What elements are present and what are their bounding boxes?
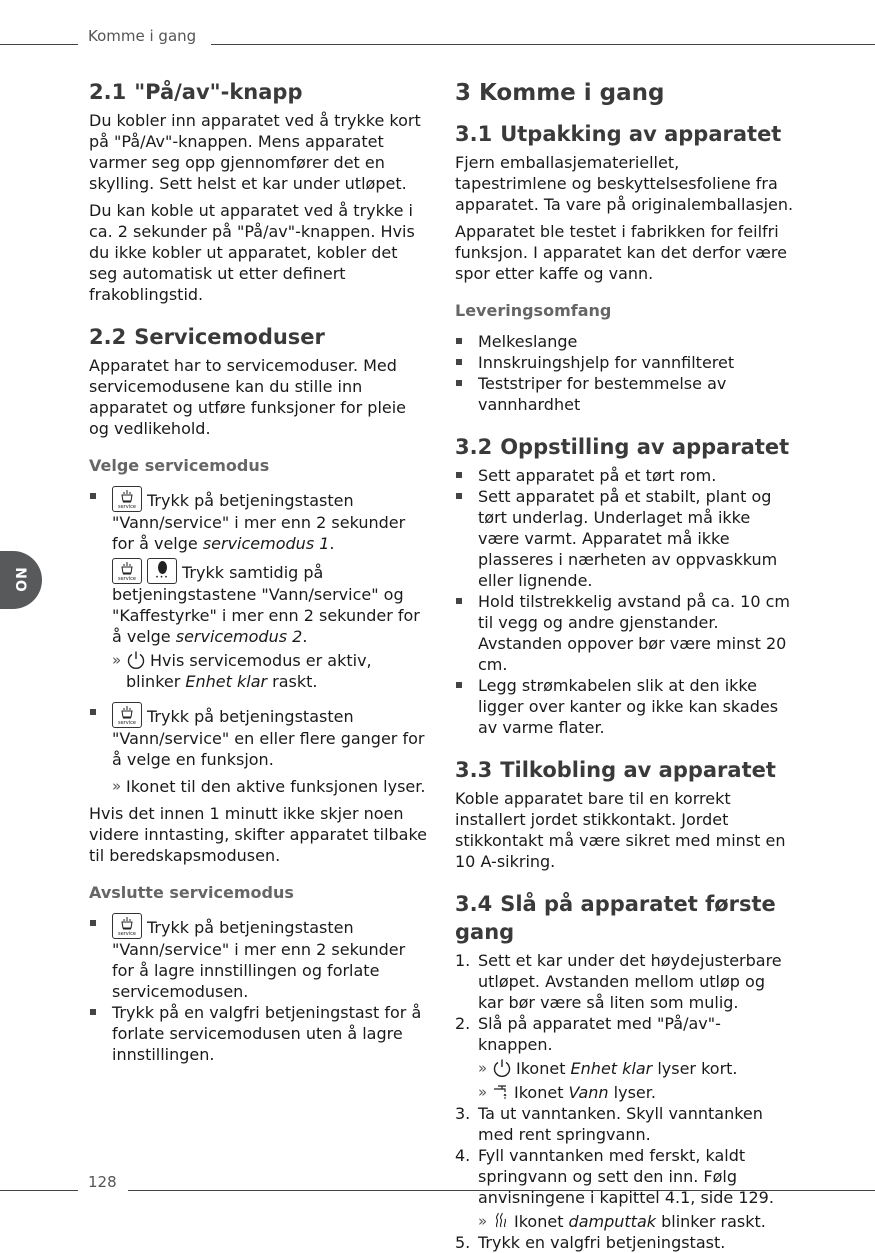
result-chevron: » — [112, 777, 122, 795]
step-item — [455, 1103, 795, 1145]
steam-icon — [492, 1212, 510, 1230]
step-text: Fyll vanntanken med ferskt, kaldt springvann og sett den inn. Følg anvisningene i kapittel 4.1, side 129. — [478, 1146, 774, 1207]
setup-list — [455, 465, 795, 738]
delivery-list — [455, 331, 795, 415]
paragraph: Du kan koble ut apparatet ved å trykke i ca. 2 sekunder på "På/av"-knappen. Hvis du ikke kobler ut apparatet, kobler det seg automatisk ut etter definert frakoblingstid. — [89, 201, 415, 304]
list-item — [89, 486, 429, 692]
emphasis: Enhet klar — [570, 1059, 653, 1078]
result-line — [112, 650, 429, 692]
section-number: 2.1 — [89, 80, 127, 104]
bullet-text: Trykk samtidig på betjeningstastene "Vann/service" og "Kaffestyrke" i mer enn 2 sekunder for å velge — [112, 563, 420, 646]
list-item: Innskruingshjelp for vannfilteret — [455, 352, 795, 373]
step-number: 4. — [455, 1146, 471, 1165]
step-text: Ta ut vanntanken. Skyll vanntanken med rent springvann. — [478, 1104, 763, 1144]
water-service-key-icon — [112, 558, 142, 584]
paragraph: Apparatet ble testet i fabrikken for feilfri funksjon. I apparatet kan det derfor være spor etter kaffe og vann. — [455, 222, 787, 283]
section-title: Slå på apparatet første gang — [455, 892, 776, 944]
list-item: Sett apparatet på et stabilt, plant og tørt underlag. Underlaget må ikke være varmt. Apparatet må ikke plasseres i nærheten av oppvaskkum eller lignende. — [455, 486, 795, 591]
section-title: Servicemoduser — [134, 325, 325, 349]
bullet-list — [89, 486, 429, 797]
paragraph: Hvis det innen 1 minutt ikke skjer noen videre inntasting, skifter apparatet tilbake til beredskapsmodusen. — [89, 804, 428, 865]
result-text: Hvis servicemodus er aktiv, blinker — [126, 651, 372, 691]
list-item: Melkeslange — [455, 331, 795, 352]
section-number: 2.2 — [89, 325, 127, 349]
step-item — [455, 950, 795, 1013]
section-2-2-heading — [89, 323, 429, 351]
section-number: 3.3 — [455, 758, 493, 782]
result-chevron: » — [478, 1083, 488, 1101]
section-3-4-heading — [455, 890, 795, 946]
result-chevron: » — [478, 1059, 488, 1077]
result-text: Ikonet — [516, 1059, 571, 1078]
header-title: Komme i gang — [88, 27, 197, 45]
key-label: service — [118, 576, 136, 582]
subheading-select-service-mode: Velge servicemodus — [89, 456, 270, 475]
power-icon — [492, 1058, 512, 1078]
strength-dots: ••• — [155, 574, 169, 581]
emphasis: servicemodus 1 — [202, 534, 330, 553]
section-title: Utpakking av apparatet — [500, 122, 782, 146]
paragraph: Koble apparatet bare til en korrekt installert jordet stikkontakt. Jordet stikkontakt må være sikret med minst en 10 A-sikring. — [455, 789, 786, 871]
step-item — [455, 1232, 795, 1253]
bullet-text: Trykk på betjeningstasten "Vann/service" en eller flere ganger for å velge en funksjon. — [112, 707, 425, 769]
combo-instruction — [112, 558, 429, 647]
emphasis: servicemodus 2 — [175, 627, 303, 646]
list-item: Legg strømkabelen slik at den ikke ligger over kanter og ikke kan skades av varme flater. — [455, 675, 795, 738]
result-line — [478, 1058, 795, 1079]
page-number: 128 — [88, 1173, 117, 1191]
result-text-end: blinker raskt. — [656, 1212, 766, 1231]
section-title: Komme i gang — [479, 80, 665, 106]
footer-rule-left — [0, 1190, 78, 1191]
step-text: Slå på apparatet med "På/av"-knappen. — [478, 1014, 721, 1054]
chapter-3-heading — [455, 78, 795, 108]
section-3-3-heading — [455, 756, 795, 784]
step-text: Sett et kar under det høydejusterbare utløpet. Avstanden mellom utløp og kar bør være så liten som mulig. — [478, 951, 782, 1012]
step-item — [455, 1013, 795, 1103]
coffee-bean-icon — [158, 561, 167, 574]
paragraph: Apparatet har to servicemoduser. Med servicemodusene kan du stille inn apparatet og utføre funksjoner for pleie og vedlikehold. — [89, 356, 407, 438]
result-text: Ikonet — [514, 1083, 569, 1102]
section-number: 3.2 — [455, 435, 493, 459]
emphasis: Vann — [568, 1083, 609, 1102]
result-text-end: raskt. — [267, 672, 318, 691]
paragraph: Fjern emballasjemateriellet, tapestrimlene og beskyttelsesfoliene fra apparatet. Ta vare på originalemballasjen. — [455, 153, 794, 214]
step-number: 2. — [455, 1014, 471, 1033]
header-rule-left — [0, 44, 78, 45]
emphasis: Enhet klar — [185, 672, 268, 691]
result-line — [478, 1211, 795, 1232]
section-2-1-heading — [89, 78, 429, 106]
header-rule-right — [211, 44, 875, 45]
footer-rule-right — [128, 1190, 875, 1191]
bullet-text: Trykk på betjeningstasten "Vann/service" i mer enn 2 sekunder for å velge — [112, 491, 406, 553]
step-number: 3. — [455, 1104, 471, 1123]
section-number: 3.1 — [455, 122, 493, 146]
key-label: service — [118, 720, 136, 726]
key-label: service — [118, 931, 136, 937]
result-line — [478, 1082, 795, 1103]
language-tab-label: NO — [12, 567, 28, 593]
right-column — [455, 78, 795, 1253]
subheading-exit-service-mode: Avslutte servicemodus — [89, 883, 294, 902]
left-column — [89, 78, 429, 1069]
result-line — [112, 776, 429, 797]
section-number: 3.4 — [455, 892, 493, 916]
power-icon — [126, 650, 146, 670]
step-text: Trykk en valgfri betjeningstast. — [478, 1233, 726, 1252]
running-header — [0, 26, 875, 50]
list-item: Hold tilstrekkelig avstand på ca. 10 cm til vegg og andre gjenstander. Avstanden oppover bør være minst 20 cm. — [455, 591, 795, 675]
water-service-key-icon — [112, 702, 142, 728]
section-3-1-heading — [455, 120, 795, 148]
language-tab — [0, 551, 42, 609]
bullet-text-end: . — [329, 534, 335, 553]
result-chevron: » — [478, 1212, 488, 1230]
bullet-list — [89, 913, 429, 1065]
water-service-key-icon — [112, 913, 142, 939]
section-3-2-heading — [455, 433, 795, 461]
step-number: 5. — [455, 1233, 471, 1252]
list-item — [89, 702, 429, 797]
section-title: Oppstilling av apparatet — [500, 435, 790, 459]
result-text-end: lyser kort. — [652, 1059, 738, 1078]
paragraph: Du kobler inn apparatet ved å trykke kort på "På/Av"-knappen. Mens apparatet varmer seg opp gjennomfører det en skylling. Sett helst et kar under utløpet. — [89, 111, 421, 193]
section-title: Tilkobling av apparatet — [500, 758, 776, 782]
water-tap-icon — [492, 1083, 510, 1101]
first-start-steps — [455, 950, 795, 1253]
coffee-strength-key-icon — [147, 558, 177, 584]
subheading-scope-of-delivery: Leveringsomfang — [455, 301, 612, 320]
bullet-text-end: . — [302, 627, 308, 646]
list-item — [89, 913, 429, 1002]
bullet-text: Trykk på betjeningstasten "Vann/service" i mer enn 2 sekunder for å lagre innstillingen og forlate servicemodusen. — [112, 918, 406, 1001]
emphasis: damputtak — [568, 1212, 657, 1231]
key-label: service — [118, 504, 136, 510]
result-text: Ikonet — [514, 1212, 569, 1231]
result-text-end: lyser. — [608, 1083, 656, 1102]
list-item: Trykk på en valgfri betjeningstast for å forlate servicemodusen uten å lagre innstillingen. — [89, 1002, 429, 1065]
water-service-key-icon — [112, 486, 142, 512]
result-chevron: » — [112, 651, 122, 669]
running-footer — [0, 1172, 875, 1196]
step-number: 1. — [455, 951, 471, 970]
list-item: Teststriper for bestemmelse av vannhardhet — [455, 373, 795, 415]
section-title: "På/av"-knapp — [134, 80, 303, 104]
list-item: Sett apparatet på et tørt rom. — [455, 465, 795, 486]
result-text: Ikonet til den aktive funksjonen lyser. — [126, 777, 426, 796]
section-number: 3 — [455, 80, 472, 106]
